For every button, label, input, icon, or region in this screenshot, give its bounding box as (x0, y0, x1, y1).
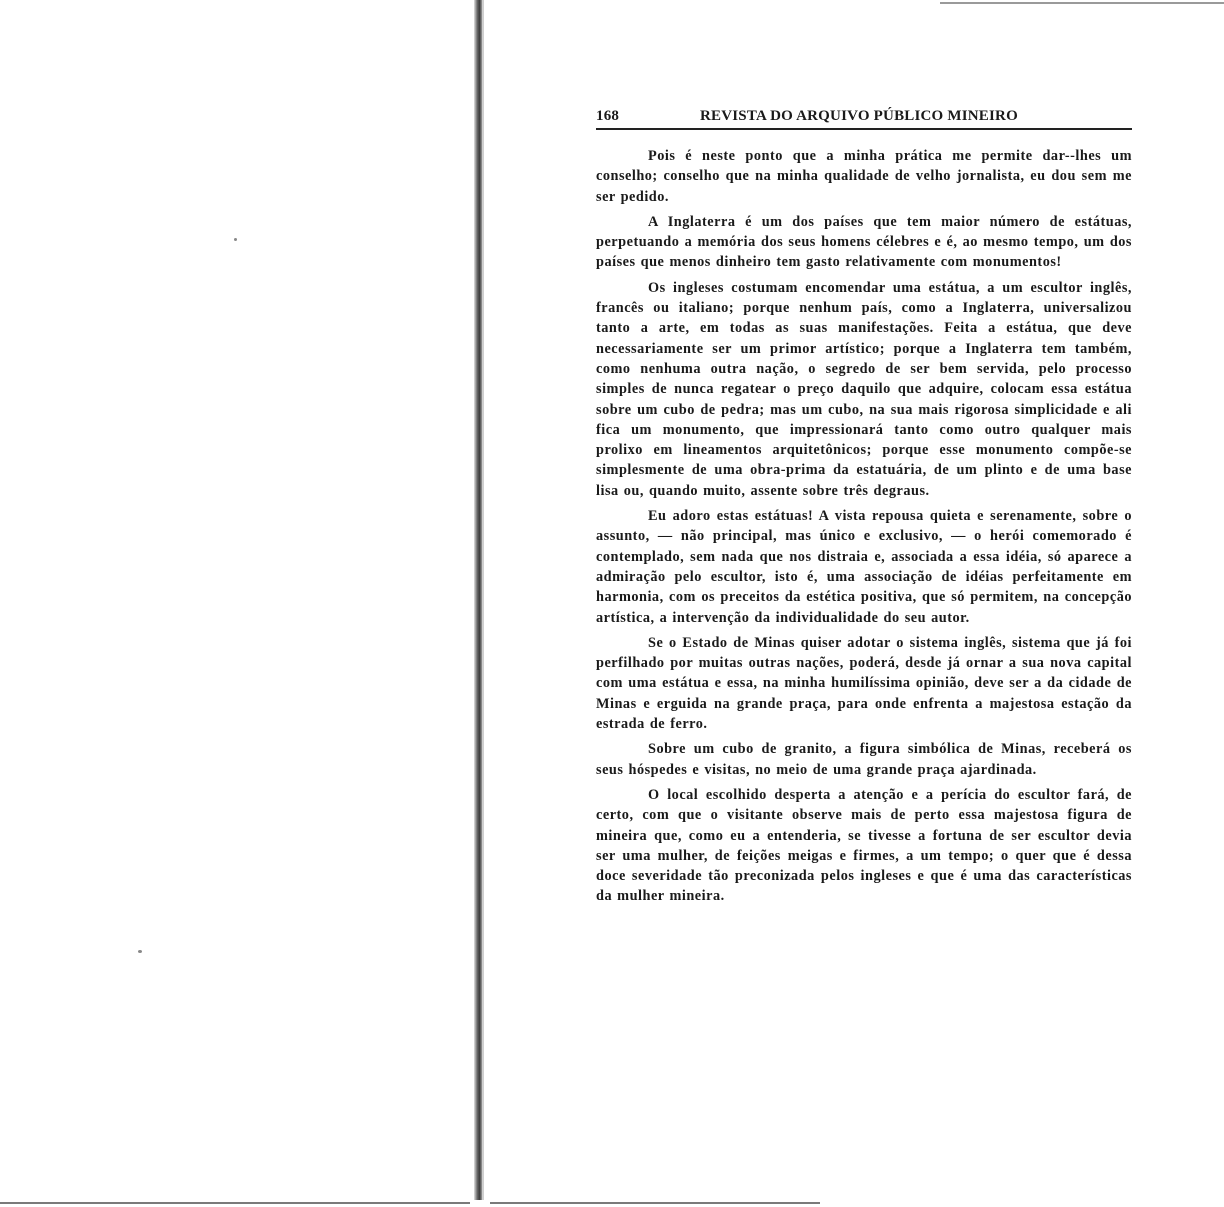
scan-edge-bottom-right (490, 1202, 820, 1204)
paragraph-6: Sobre um cubo de granito, a figura simbólica de Minas, receberá os seus hóspedes e visitas, no meio de uma grande praça ajardinada. (596, 741, 1132, 778)
spine-edge (482, 0, 484, 1200)
paragraph-4: Eu adoro estas estátuas! A vista repousa quieta e serenamente, sobre o assunto, — não principal, mas único e exclusivo, — o herói comemorado é contemplado, sem nada que nos distraia e, associada a essa idéia, só aparece a admiração pelo escultor, isto é, uma associação de idéias perfeitamente em harmonia, com os preceitos da estética positiva, que só permitem, na concepção artística, a intervenção da individualidade do seu autor. (596, 508, 1132, 626)
scan-speck (234, 238, 237, 241)
scan-speck (138, 950, 142, 953)
running-title: REVISTA DO ARQUIVO PÚBLICO MINEIRO (700, 108, 1018, 124)
scan-edge-bottom-left (0, 1202, 470, 1204)
paragraph-3: Os ingleses costumam encomendar uma estátua, a um escultor inglês, francês ou italiano; porque nenhum país, como a Inglaterra, universalizou tanto a arte, em todas as suas manifestações. Feita a estátua, que deve necessariamente ser um primor artístico; porque a Inglaterra tem também, como nenhuma outra nação, o segredo de ser bem servida, pelo processo simples de nunca regatear o preço daquilo que adquire, colocam essa estátua sobre um cubo de pedra; mas um cubo, na sua mais rigorosa simplicidade e ali fica um monumento, que impressionará tanto como outro qualquer mais prolixo em lineamentos arquitetônicos; porque esse monumento compõe-se simplesmente de uma obra-prima da estatuária, de um plinto e de uma base lisa ou, quando muito, assente sobre três degraus. (596, 279, 1132, 499)
paragraph-7: O local escolhido desperta a atenção e a perícia do escultor fará, de certo, com que o visitante observe mais de perto essa majestosa figura de mineira que, como eu a entenderia, se tivesse a fortuna de ser escultor devia ser uma mulher, de feições meigas e firmes, a um tempo; o quer que é dessa doce severidade tão preconizada pelos ingleses e que é uma das características da mulher mineira. (596, 786, 1132, 905)
page-header (596, 106, 1132, 130)
body-text (596, 146, 1132, 907)
paragraph-5: Se o Estado de Minas quiser adotar o sistema inglês, sistema que já foi perfilhado por muitas outras nações, poderá, desde já ornar a sua nova capital com uma estátua e essa, na minha humilíssima opinião, deve ser a da cidade de Minas e erguida na grande praça, para onde enfrenta a majestosa estação da estrada de ferro. (596, 634, 1132, 733)
page-number: 168 (596, 108, 620, 124)
document-page (596, 106, 1132, 912)
paragraph-2: A Inglaterra é um dos países que tem maior número de estátuas, perpetuando a memória dos seus homens célebres e é, ao mesmo tempo, um dos países que menos dinheiro tem gasto relativamente com monumentos! (596, 213, 1132, 271)
scan-edge-top (940, 2, 1224, 4)
book-spine (474, 0, 482, 1200)
paragraph-1: Pois é neste ponto que a minha prática me permite dar--lhes um conselho; conselho que na minha qualidade de velho jornalista, eu dou sem me ser pedido. (596, 148, 1132, 205)
